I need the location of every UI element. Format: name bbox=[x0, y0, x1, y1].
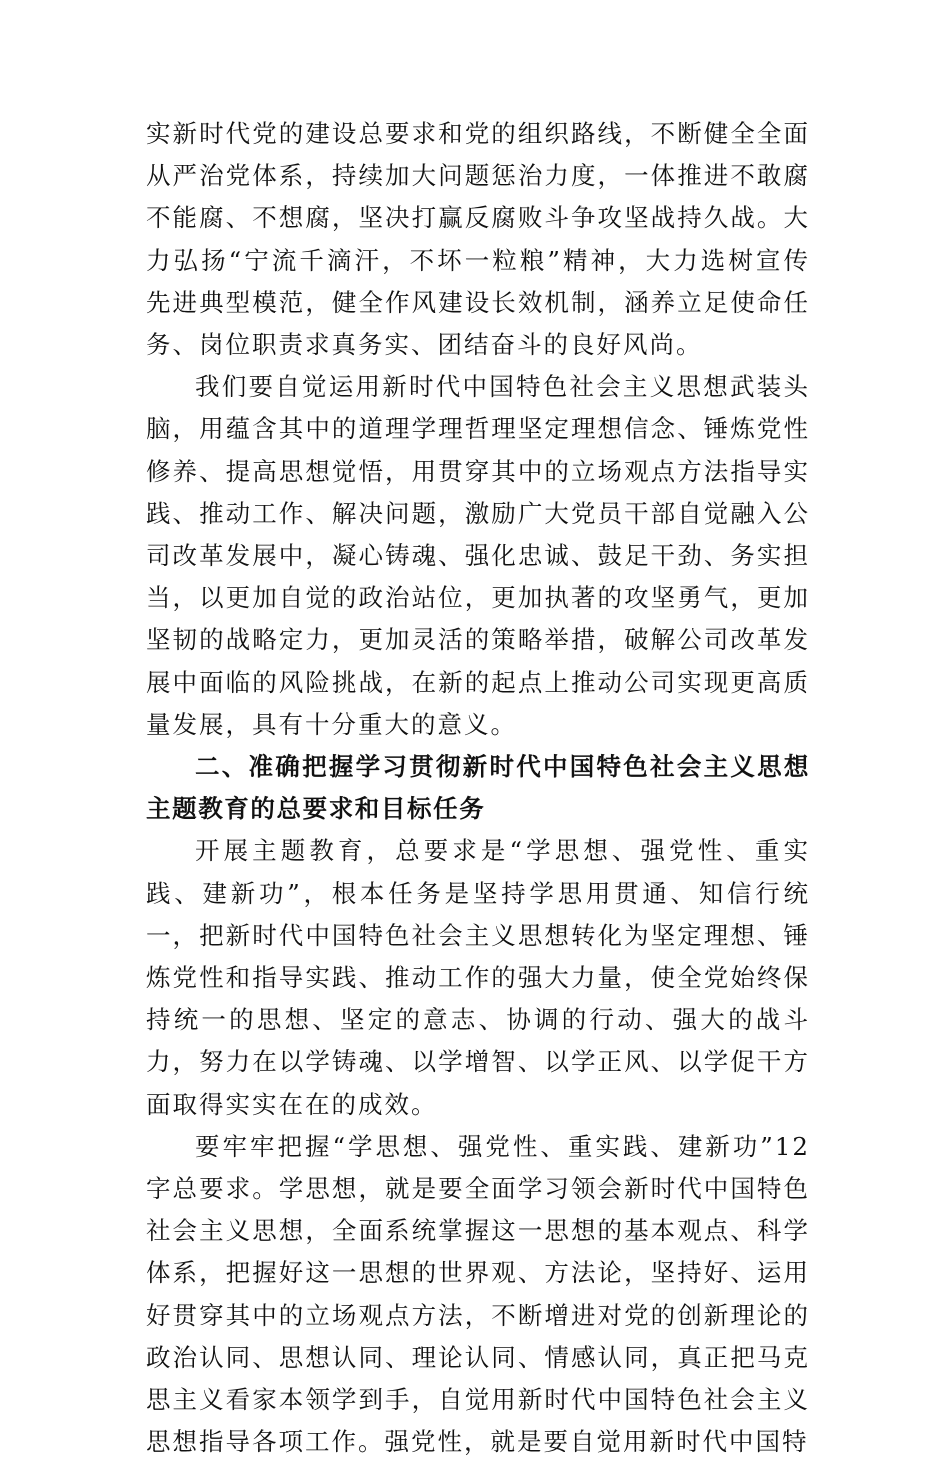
body-paragraph-3: 开展主题教育，总要求是“学思想、强党性、重实践、建新功”，根本任务是坚持学思用贯通、知信行统一，把新时代中国特色社会主义思想转化为坚定理想、锤炼党性和指导实践、推动工作的强大力量，使全党始终保持统一的思想、坚定的意志、协调的行动、强大的战斗力，努力在以学铸魂、以学增智、以学正风、以学促干方面取得实实在在的成效。 bbox=[146, 836, 810, 1119]
body-paragraph-1: 实新时代党的建设总要求和党的组织路线，不断健全全面从严治党体系，持续加大问题惩治力度，一体推进不敢腐不能腐、不想腐，坚决打赢反腐败斗争攻坚战持久战。大力弘扬“宁流千滴汗，不坏一粒粮”精神，大力选树宣传先进典型模范，健全作风建设长效机制，涵养立足使命任务、岗位职责求真务实、团结奋斗的良好风尚。 bbox=[146, 119, 810, 360]
document-body bbox=[146, 113, 810, 1464]
body-paragraph-4: 要牢牢把握“学思想、强党性、重实践、建新功”12字总要求。学思想，就是要全面学习领会新时代中国特色社会主义思想，全面系统掌握这一思想的基本观点、科学体系，把握好这一思想的世界观、方法论，坚持好、运用好贯穿其中的立场观点方法，不断增进对党的创新理论的政治认同、思想认同、理论认同、情感认同，真正把马克思主义看家本领学到手，自觉用新时代中国特色社会主义思想指导各项工作。强党性，就是要自觉用新时代中国特 bbox=[146, 1131, 810, 1457]
section-heading-2: 二、准确把握学习贯彻新时代中国特色社会主义思想主题教育的总要求和目标任务 bbox=[146, 752, 810, 824]
body-paragraph-2: 我们要自觉运用新时代中国特色社会主义思想武装头脑，用蕴含其中的道理学理哲理坚定理想信念、锤炼党性修养、提高思想觉悟，用贯穿其中的立场观点方法指导实践、推动工作、解决问题，激励广大党员干部自觉融入公司改革发展中，凝心铸魂、强化忠诚、鼓足干劲、务实担当，以更加自觉的政治站位，更加执著的攻坚勇气，更加坚韧的战略定力，更加灵活的策略举措，破解公司改革发展中面临的风险挑战，在新的起点上推动公司实现更高质量发展，具有十分重大的意义。 bbox=[146, 372, 810, 739]
